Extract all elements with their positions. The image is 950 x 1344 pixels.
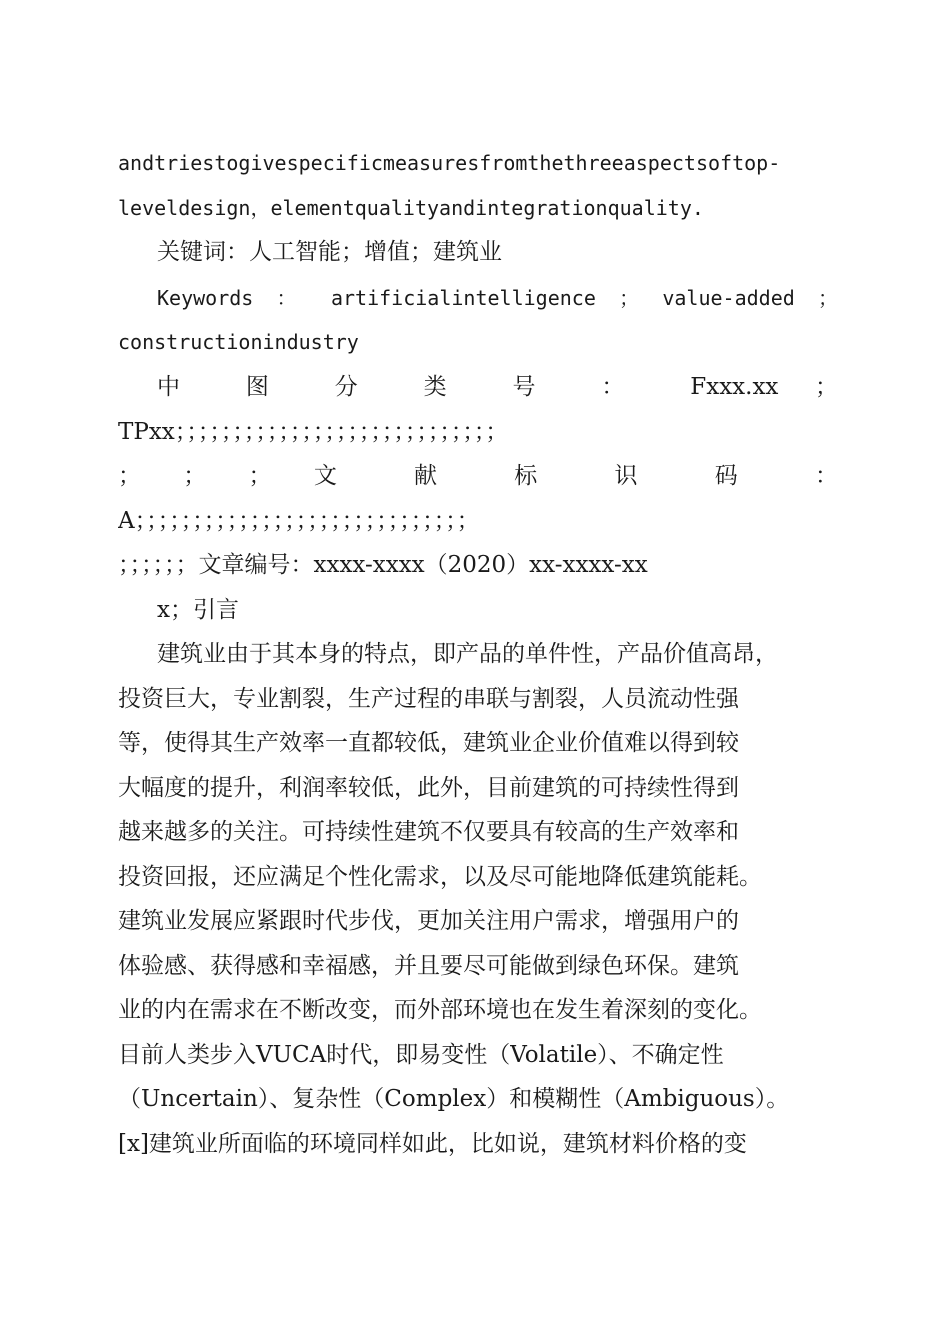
keywords-en-line2: constructionindustry [118,330,359,354]
body-line: [x]建筑业所面临的环境同样如此，比如说，建筑材料价格的变 [118,1131,747,1157]
body-line: 目前人类步入VUCA时代，即易变性（Volatile）、不确定性 [118,1042,724,1068]
body-line: 越来越多的关注。可持续性建筑不仅要具有较高的生产效率和 [118,819,739,845]
body-line: 大幅度的提升，利润率较低，此外，目前建筑的可持续性得到 [118,775,739,801]
keywords-en-line1: Keywords ： artificialintelligence ； value-added ； [157,286,838,310]
classification-line3: ； ； ； 文 献 标 识 码 ： [118,463,838,489]
body-line: （Uncertain）、复杂性（Complex）和模糊性（Ambiguous）。 [118,1086,790,1112]
intro-heading: x；引言 [157,597,239,623]
classification-line1: 中 图 分 类 号 ： Fxxx.xx ； [157,374,838,400]
classification-line4: A；；；；；；；；；；；；；；；；；；；；；；；；；；；；； [118,508,480,534]
body-line: 建筑业由于其本身的特点，即产品的单件性，产品价值高昂， [157,641,778,667]
keywords-zh: 关键词：人工智能；增值；建筑业 [157,239,502,265]
classification-line2: TPxx；；；；；；；；；；；；；；；；；；；；；；；；；；；； [118,419,509,445]
body-line: 投资巨大，专业割裂，生产过程的串联与割裂，人员流动性强 [118,686,739,712]
abstract-line: andtriestogivespecificmeasuresfromthethreeaspectsoftop- [118,151,781,175]
body-line: 投资回报，还应满足个性化需求，以及尽可能地降低建筑能耗。 [118,864,762,890]
body-line: 等，使得其生产效率一直都较低，建筑业企业价值难以得到较 [118,730,739,756]
body-line: 建筑业发展应紧跟时代步伐，更加关注用户需求，增强用户的 [118,908,739,934]
body-line: 体验感、获得感和幸福感，并且要尽可能做到绿色环保。建筑 [118,953,739,979]
classification-line5: ；；；；；；文章编号：xxxx-xxxx（2020）xx-xxxx-xx [118,552,648,578]
abstract-line: leveldesign，elementqualityandintegrationquality. [118,196,704,220]
body-line: 业的内在需求在不断改变，而外部环境也在发生着深刻的变化。 [118,997,762,1023]
